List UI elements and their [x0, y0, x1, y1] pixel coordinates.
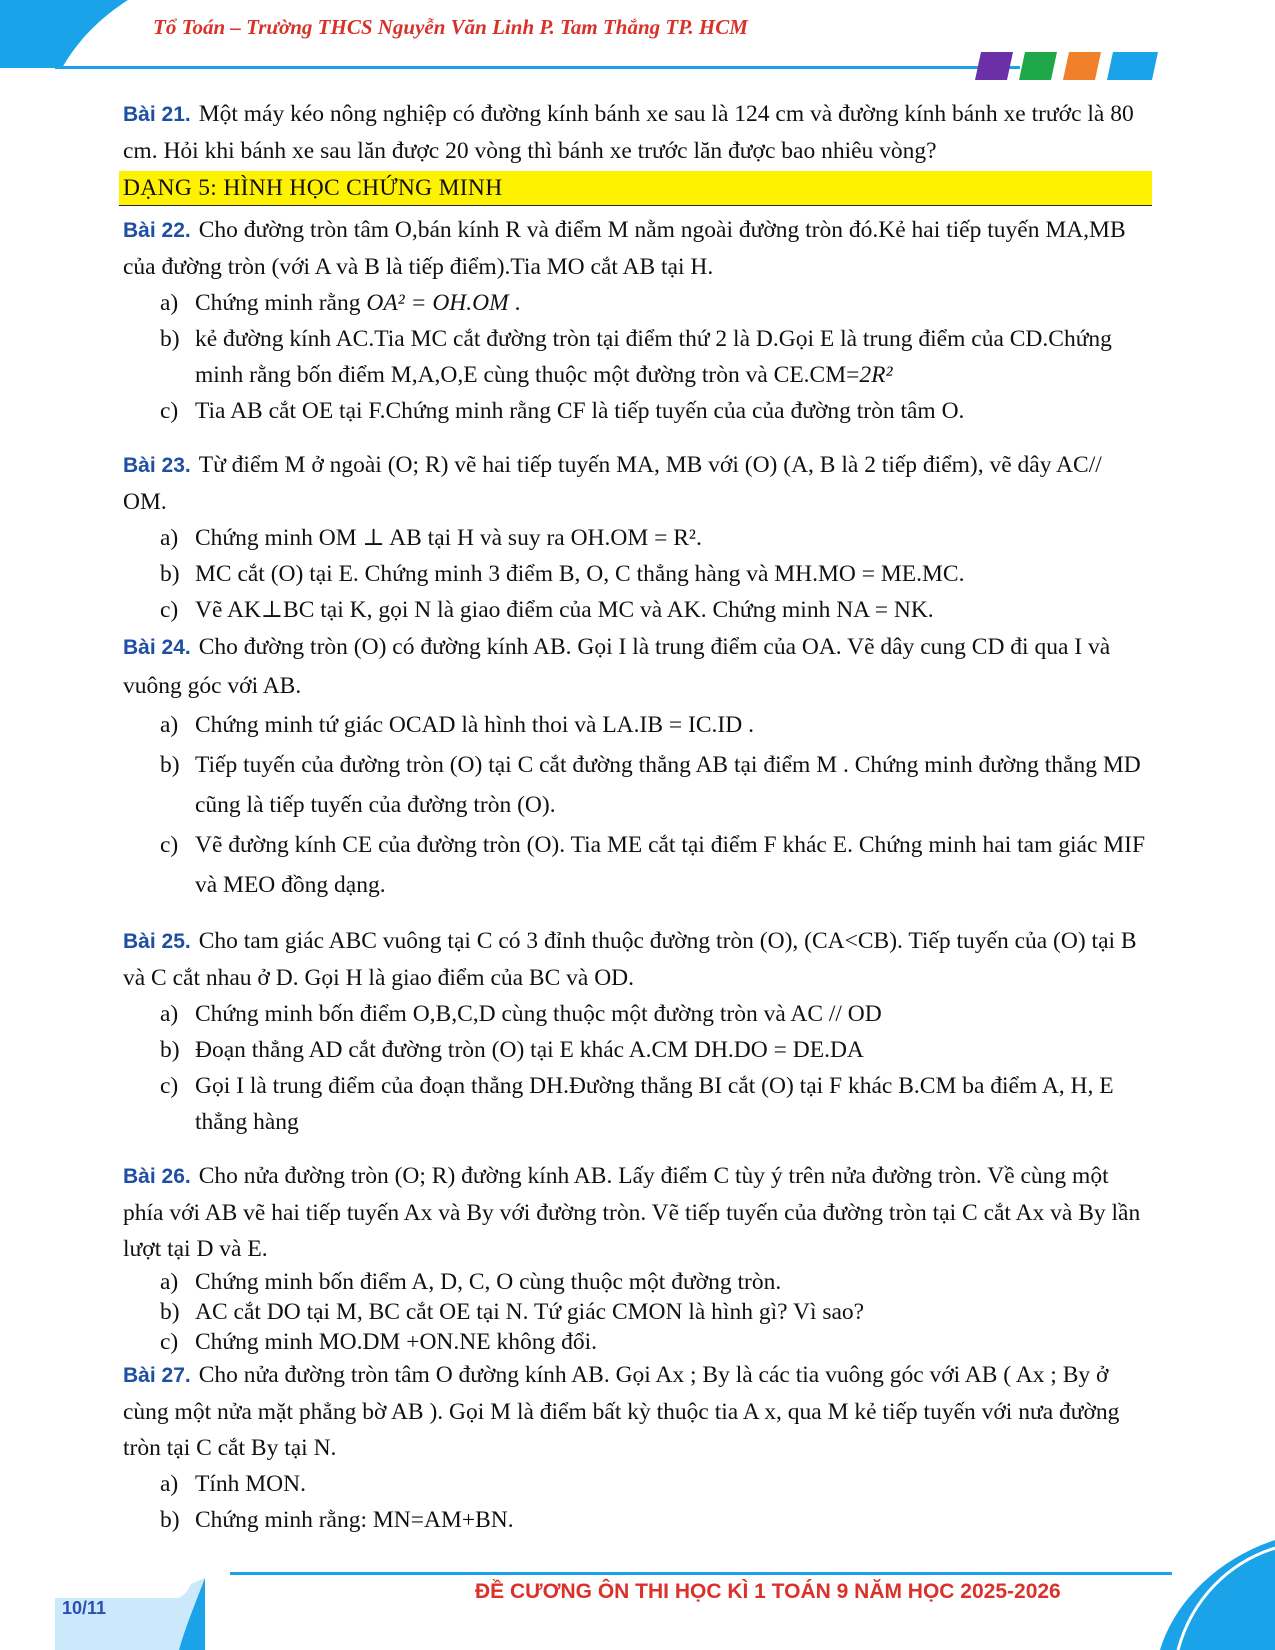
part-b [123, 1297, 1148, 1327]
blue-block [1107, 52, 1158, 80]
part-b [123, 1502, 1148, 1538]
problem-text: Cho đường tròn (O) có đường kính AB. Gọi I là trung điểm của OA. Vẽ dây cung CD đi qua I và vuông góc với AB. [123, 634, 1111, 699]
header-corner-decoration [0, 0, 150, 90]
footer-rule [230, 1572, 1172, 1575]
part-text: Chứng minh OM ⊥ AB tại H và suy ra OH.OM = R². [195, 525, 702, 551]
part-marker: c) [160, 597, 179, 623]
part-text: Chứng minh bốn điểm O,B,C,D cùng thuộc một đường tròn và AC // OD [195, 1001, 882, 1027]
formula: OA² = OH.OM [366, 290, 509, 316]
part-b [123, 745, 1148, 825]
part-a [123, 520, 1148, 556]
part-marker: b) [160, 326, 180, 352]
problem-text: Cho đường tròn tâm O,bán kính R và điểm M nằm ngoài đường tròn đó.Kẻ hai tiếp tuyến MA,MB của đường tròn (với A và B là tiếp điểm).Tia MO cắt AB tại H. [123, 217, 1126, 280]
formula: 2R² [859, 362, 893, 388]
green-block [1019, 52, 1057, 80]
part-text: Chứng minh rằng [195, 290, 361, 316]
problem-25-parts [123, 996, 1148, 1140]
problem-label: Bài 21. [123, 103, 191, 126]
part-text: Chứng minh tứ giác OCAD là hình thoi và LA.IB = IC.ID . [195, 712, 754, 738]
problem-label: Bài 22. [123, 219, 191, 242]
problem-24-parts [123, 705, 1148, 905]
orange-block [1063, 52, 1101, 80]
part-marker: c) [160, 832, 179, 858]
part-marker: a) [160, 525, 179, 551]
part-marker: a) [160, 1269, 179, 1295]
problem-27-parts [123, 1466, 1148, 1538]
document-body [123, 96, 1148, 1538]
problem-23-parts [123, 520, 1148, 628]
header-rule [55, 66, 1020, 69]
part-text: AC cắt DO tại M, BC cắt OE tại N. Tứ giác CMON là hình gì? Vì sao? [195, 1299, 865, 1325]
part-text: MC cắt (O) tại E. Chứng minh 3 điểm B, O, C thẳng hàng và MH.MO = ME.MC. [195, 561, 965, 587]
problem-text: Cho nửa đường tròn tâm O đường kính AB. Gọi Ax ; By là các tia vuông góc với AB ( Ax ; By ở cùng một nửa mặt phẳng bờ AB ). Gọi M là điểm bất kỳ thuộc tia A x, qua M kẻ tiếp tuyến với nưa đường tròn tại C cắt By tại N. [123, 1362, 1120, 1461]
part-marker: a) [160, 290, 179, 316]
problem-26 [123, 1158, 1148, 1267]
footer-title: ĐỀ CƯƠNG ÔN THI HỌC KÌ 1 TOÁN 9 NĂM HỌC 2025-2026 [475, 1580, 1061, 1603]
part-a [123, 1267, 1148, 1297]
part-text: Tính MON. [195, 1471, 306, 1497]
footer-corner-decoration [1140, 1540, 1275, 1650]
part-marker: b) [160, 561, 180, 587]
part-marker: b) [160, 752, 180, 778]
part-text: Chứng minh rằng: MN=AM+BN. [195, 1507, 514, 1533]
part-text: Vẽ AK⊥BC tại K, gọi N là giao điểm của MC và AK. Chứng minh NA = NK. [195, 597, 934, 623]
problem-22-parts [123, 285, 1148, 429]
part-text: Tiếp tuyến của đường tròn (O) tại C cắt đường thẳng AB tại điểm M . Chứng minh đường thẳng MD cũng là tiếp tuyến của đường tròn (O). [195, 752, 1141, 818]
part-b [123, 1032, 1148, 1068]
part-a [123, 285, 1148, 321]
part-marker: b) [160, 1299, 180, 1325]
header-title: Tổ Toán – Trường THCS Nguyễn Văn Linh P. Tam Thắng TP. HCM [153, 15, 748, 39]
problem-text: Từ điểm M ở ngoài (O; R) vẽ hai tiếp tuyến MA, MB với (O) (A, B là 2 tiếp điểm), vẽ dây AC// OM. [123, 452, 1102, 515]
problem-27 [123, 1357, 1148, 1466]
problem-text: Cho tam giác ABC vuông tại C có 3 đỉnh thuộc đường tròn (O), (CA<CB). Tiếp tuyến của (O) tại B và C cắt nhau ở D. Gọi H là giao điểm của BC và OD. [123, 928, 1137, 991]
part-marker: a) [160, 1471, 179, 1497]
part-c [123, 825, 1148, 905]
problem-label: Bài 26. [123, 1165, 191, 1188]
section-heading: DẠNG 5: HÌNH HỌC CHỨNG MINH [119, 171, 1152, 206]
problem-text: Một máy kéo nông nghiệp có đường kính bánh xe sau là 124 cm và đường kính bánh xe trước là 80 cm. Hỏi khi bánh xe sau lăn được 20 vòng thì bánh xe trước lăn được bao nhiêu vòng? [123, 101, 1134, 164]
problem-label: Bài 24. [123, 636, 191, 659]
part-b [123, 556, 1148, 592]
problem-text: Cho nửa đường tròn (O; R) đường kính AB. Lấy điểm C tùy ý trên nửa đường tròn. Về cùng một phía với AB vẽ hai tiếp tuyến Ax và By với đường tròn. Vẽ tiếp tuyến của đường tròn tại C cắt Ax và By lần lượt tại D và E. [123, 1163, 1141, 1262]
problem-21 [123, 96, 1148, 169]
purple-block [975, 52, 1013, 80]
problem-25 [123, 923, 1148, 996]
part-marker: c) [160, 1329, 179, 1355]
problem-22 [123, 212, 1148, 285]
part-c [123, 1327, 1148, 1357]
part-text: kẻ đường kính AC.Tia MC cắt đường tròn tại điểm thứ 2 là D.Gọi E là trung điểm của CD.Chứng minh rằng bốn điểm M,A,O,E cùng thuộc một đường tròn và CE.CM= [195, 326, 1112, 388]
problem-26-parts [123, 1267, 1148, 1357]
page-number: 10/11 [62, 1598, 107, 1618]
part-text: Tia AB cắt OE tại F.Chứng minh rằng CF là tiếp tuyến của của đường tròn tâm O. [195, 398, 965, 424]
part-marker: c) [160, 398, 179, 424]
part-c [123, 1068, 1148, 1140]
part-text: Vẽ đường kính CE của đường tròn (O). Tia ME cắt tại điểm F khác E. Chứng minh hai tam giác MIF và MEO đồng dạng. [195, 832, 1146, 898]
part-marker: b) [160, 1507, 180, 1533]
part-a [123, 1466, 1148, 1502]
part-end: . [508, 290, 521, 316]
part-marker: a) [160, 1001, 179, 1027]
problem-24 [123, 628, 1148, 705]
part-marker: b) [160, 1037, 180, 1063]
problem-23 [123, 447, 1148, 520]
part-b [123, 321, 1148, 393]
part-marker: a) [160, 712, 179, 738]
header-color-blocks [975, 52, 1220, 80]
part-c [123, 393, 1148, 429]
part-text: Chứng minh bốn điểm A, D, C, O cùng thuộc một đường tròn. [195, 1269, 782, 1295]
part-text: Chứng minh MO.DM +ON.NE không đổi. [195, 1329, 598, 1355]
part-a [123, 996, 1148, 1032]
part-a [123, 705, 1148, 745]
problem-label: Bài 27. [123, 1364, 191, 1387]
part-text: Đoạn thẳng AD cắt đường tròn (O) tại E khác A.CM DH.DO = DE.DA [195, 1037, 864, 1063]
part-c [123, 592, 1148, 628]
part-text: Gọi I là trung điểm của đoạn thẳng DH.Đường thẳng BI cắt (O) tại F khác B.CM ba điểm A, H, E thẳng hàng [195, 1073, 1114, 1135]
part-marker: c) [160, 1073, 179, 1099]
problem-label: Bài 23. [123, 454, 191, 477]
problem-label: Bài 25. [123, 930, 191, 953]
